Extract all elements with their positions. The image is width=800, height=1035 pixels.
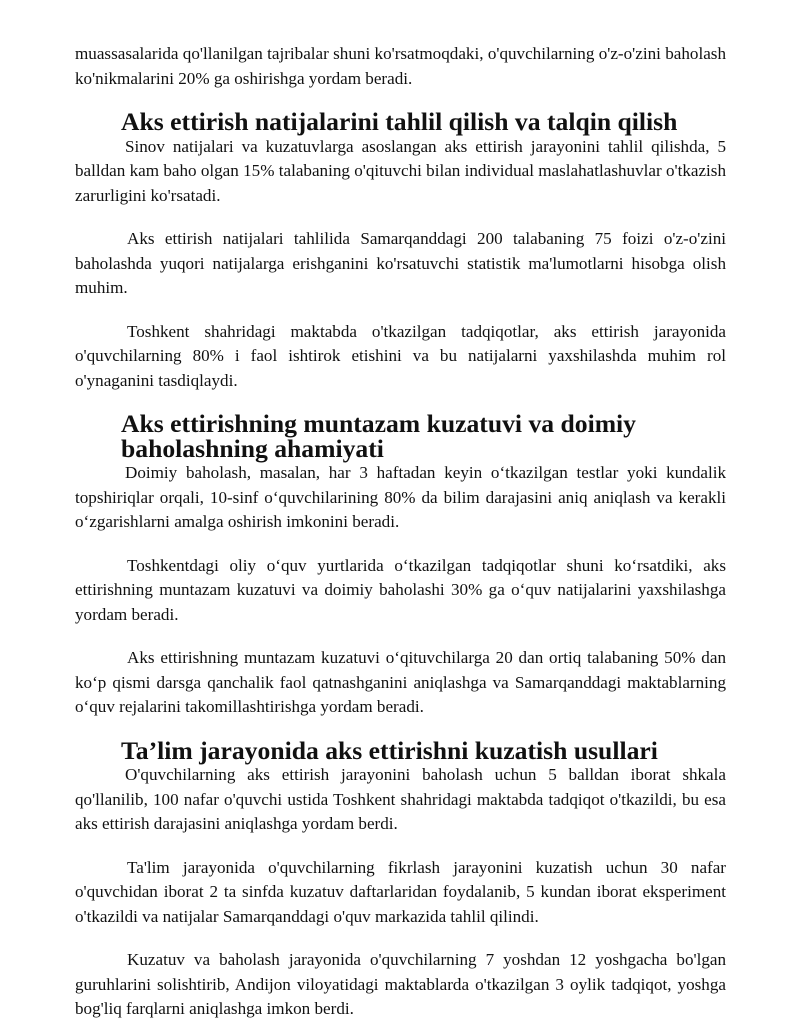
section-heading: Aks ettirishning muntazam kuzatuvi va doimiy baholashning ahamiyati (121, 409, 637, 463)
paragraph: Toshkent shahridagi maktabda o'tkazilgan tadqiqotlar, aks ettirish jarayonida o'quvchilarning 80% i faol ishtirok etishini va bu natijalarni yaxshilashda muhim rol o'ynaganini tasdiqlaydi. (75, 321, 726, 390)
section-methods (75, 735, 726, 1022)
intro-paragraph: muassasalarida qo'llanilgan tajribalar shuni ko'rsatmoqdaki, o'quvchilarning o'z-o'zini baholash ko'nikmalarini 20% ga oshirishga yordam beradi. (75, 44, 726, 88)
spacer (75, 837, 726, 856)
section-heading: Aks ettirish natijalarini tahlil qilish va talqin qilish (121, 107, 678, 136)
spacer (75, 627, 726, 646)
paragraph: Kuzatuv va baholash jarayonida o'quvchilarning 7 yoshdan 12 yoshgacha bo'lgan guruhlarini solishtirib, Andijon viloyatidagi maktablarda o'tkazilgan 3 oylik tadqiqot, yoshga bog'liq farqlarni aniqlashga imkon berdi. (75, 950, 726, 1018)
spacer (75, 535, 726, 554)
paragraph: Toshkentdagi oliy o‘quv yurtlarida o‘tkazilgan tadqiqotlar shuni ko‘rsatdiki, aks ettirishning muntazam kuzatuvi va doimiy baholashi 30% ga o‘quv natijalarini yaxshilashga yordam beradi. (75, 555, 726, 624)
spacer (75, 301, 726, 320)
paragraph: Aks ettirishning muntazam kuzatuvi o‘qituvchilarga 20 dan ortiq talabaning 50% dan ko‘p qismi darsga qanchalik faol qatnashganini aniqlashga va Samarqanddagi maktablarning o‘quv rejalarini takomillashtirishga yordam beradi. (75, 648, 726, 716)
paragraph: Sinov natijalari va kuzatuvlarga asoslangan aks ettirish jarayonini tahlil qilishda, 5 balldan kam baho olgan 15% talabaning o'qituvchi bilan individual maslahatlashuvlar o'tkazish zarurligini ko'rsatadi. (75, 136, 726, 205)
section-monitoring (75, 409, 726, 720)
paragraph: O'quvchilarning aks ettirish jarayonini baholash uchun 5 balldan iborat shkala qo'llanilib, 100 nafar o'quvchi ustida Toshkent shahridagi maktabda tadqiqot o'tkazildi, bu esa aks ettirish darajasini aniqlashga yordam berdi. (75, 765, 726, 833)
spacer (75, 929, 726, 948)
paragraph: Aks ettirish natijalari tahlilida Samarqanddagi 200 talabaning 75 foizi o'z-o'zini baholashda yuqori natijalarga erishganini ko'rsatuvchi statistik ma'lumotlarni hisobga olish muhim. (75, 229, 726, 297)
paragraph: Ta'lim jarayonida o'quvchilarning fikrlash jarayonini kuzatish uchun 30 nafar o'quvchidan iborat 2 ta sinfda kuzatuv daftarlaridan foydalanib, 5 kundan iborat eksperiment o'tkazildi va natijalar Samarqanddagi o'quv markazida tahlil qilindi. (75, 857, 726, 926)
paragraph: Doimiy baholash, masalan, har 3 haftadan keyin o‘tkazilgan testlar yoki kundalik topshiriqlar orqali, 10-sinf o‘quvchilarining 80% da bilim darajasini aniq aniqlash va kerakli o‘zgarishlarni amalga oshirish imkonini beradi. (75, 463, 726, 531)
spacer (75, 208, 726, 227)
section-analysis (75, 107, 726, 393)
document-page (75, 42, 726, 1022)
section-heading: Ta’lim jarayonida aks ettirishni kuzatish usullari (121, 735, 658, 765)
